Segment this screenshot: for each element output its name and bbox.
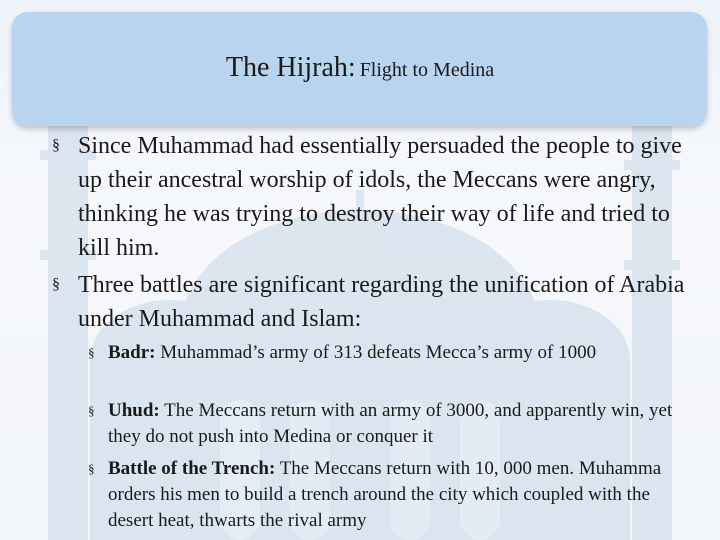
sub-bullet-text: The Meccans return with an army of 3000, and apparently win, yet they do not push into Medina or conquer it: [108, 400, 673, 447]
bullet-marker: §: [52, 276, 60, 293]
sub-bullet-label: Uhud:: [108, 400, 160, 421]
sub-bullet-marker: §: [88, 403, 95, 418]
sub-bullet-text: The Meccans return with 10, 000 men. Muhamma orders his men to build a trench around the city which coupled with the desert heat, thwarts the rival army: [108, 458, 662, 531]
sub-bullet-marker: §: [88, 461, 95, 476]
sub-bullet-text: Muhammad’s army of 313 defeats Mecca’s army of 1000: [155, 342, 597, 363]
sub-bullet-item: [88, 340, 688, 366]
title-main: The Hijrah:: [225, 52, 356, 83]
sub-bullet-label: Battle of the Trench:: [108, 458, 276, 479]
bullet-marker: §: [52, 137, 60, 154]
sub-bullet-marker: §: [88, 345, 95, 360]
sub-bullet-item: [88, 398, 688, 450]
sub-bullet-item: [88, 456, 688, 534]
bullet-text: Three battles are significant regarding the unification of Arabia under Muhammad and Islam:: [78, 272, 685, 332]
bullet-item: [52, 129, 692, 265]
sub-bullet-label: Badr:: [108, 342, 156, 363]
bullet-item: [52, 268, 692, 336]
title-subtitle: Flight to Medina: [359, 59, 495, 81]
bullet-text: Since Muhammad had essentially persuaded the people to give up their ancestral worship of idols, the Meccans were angry, thinking he was trying to destroy their way of life and tried to kill him.: [78, 133, 682, 261]
